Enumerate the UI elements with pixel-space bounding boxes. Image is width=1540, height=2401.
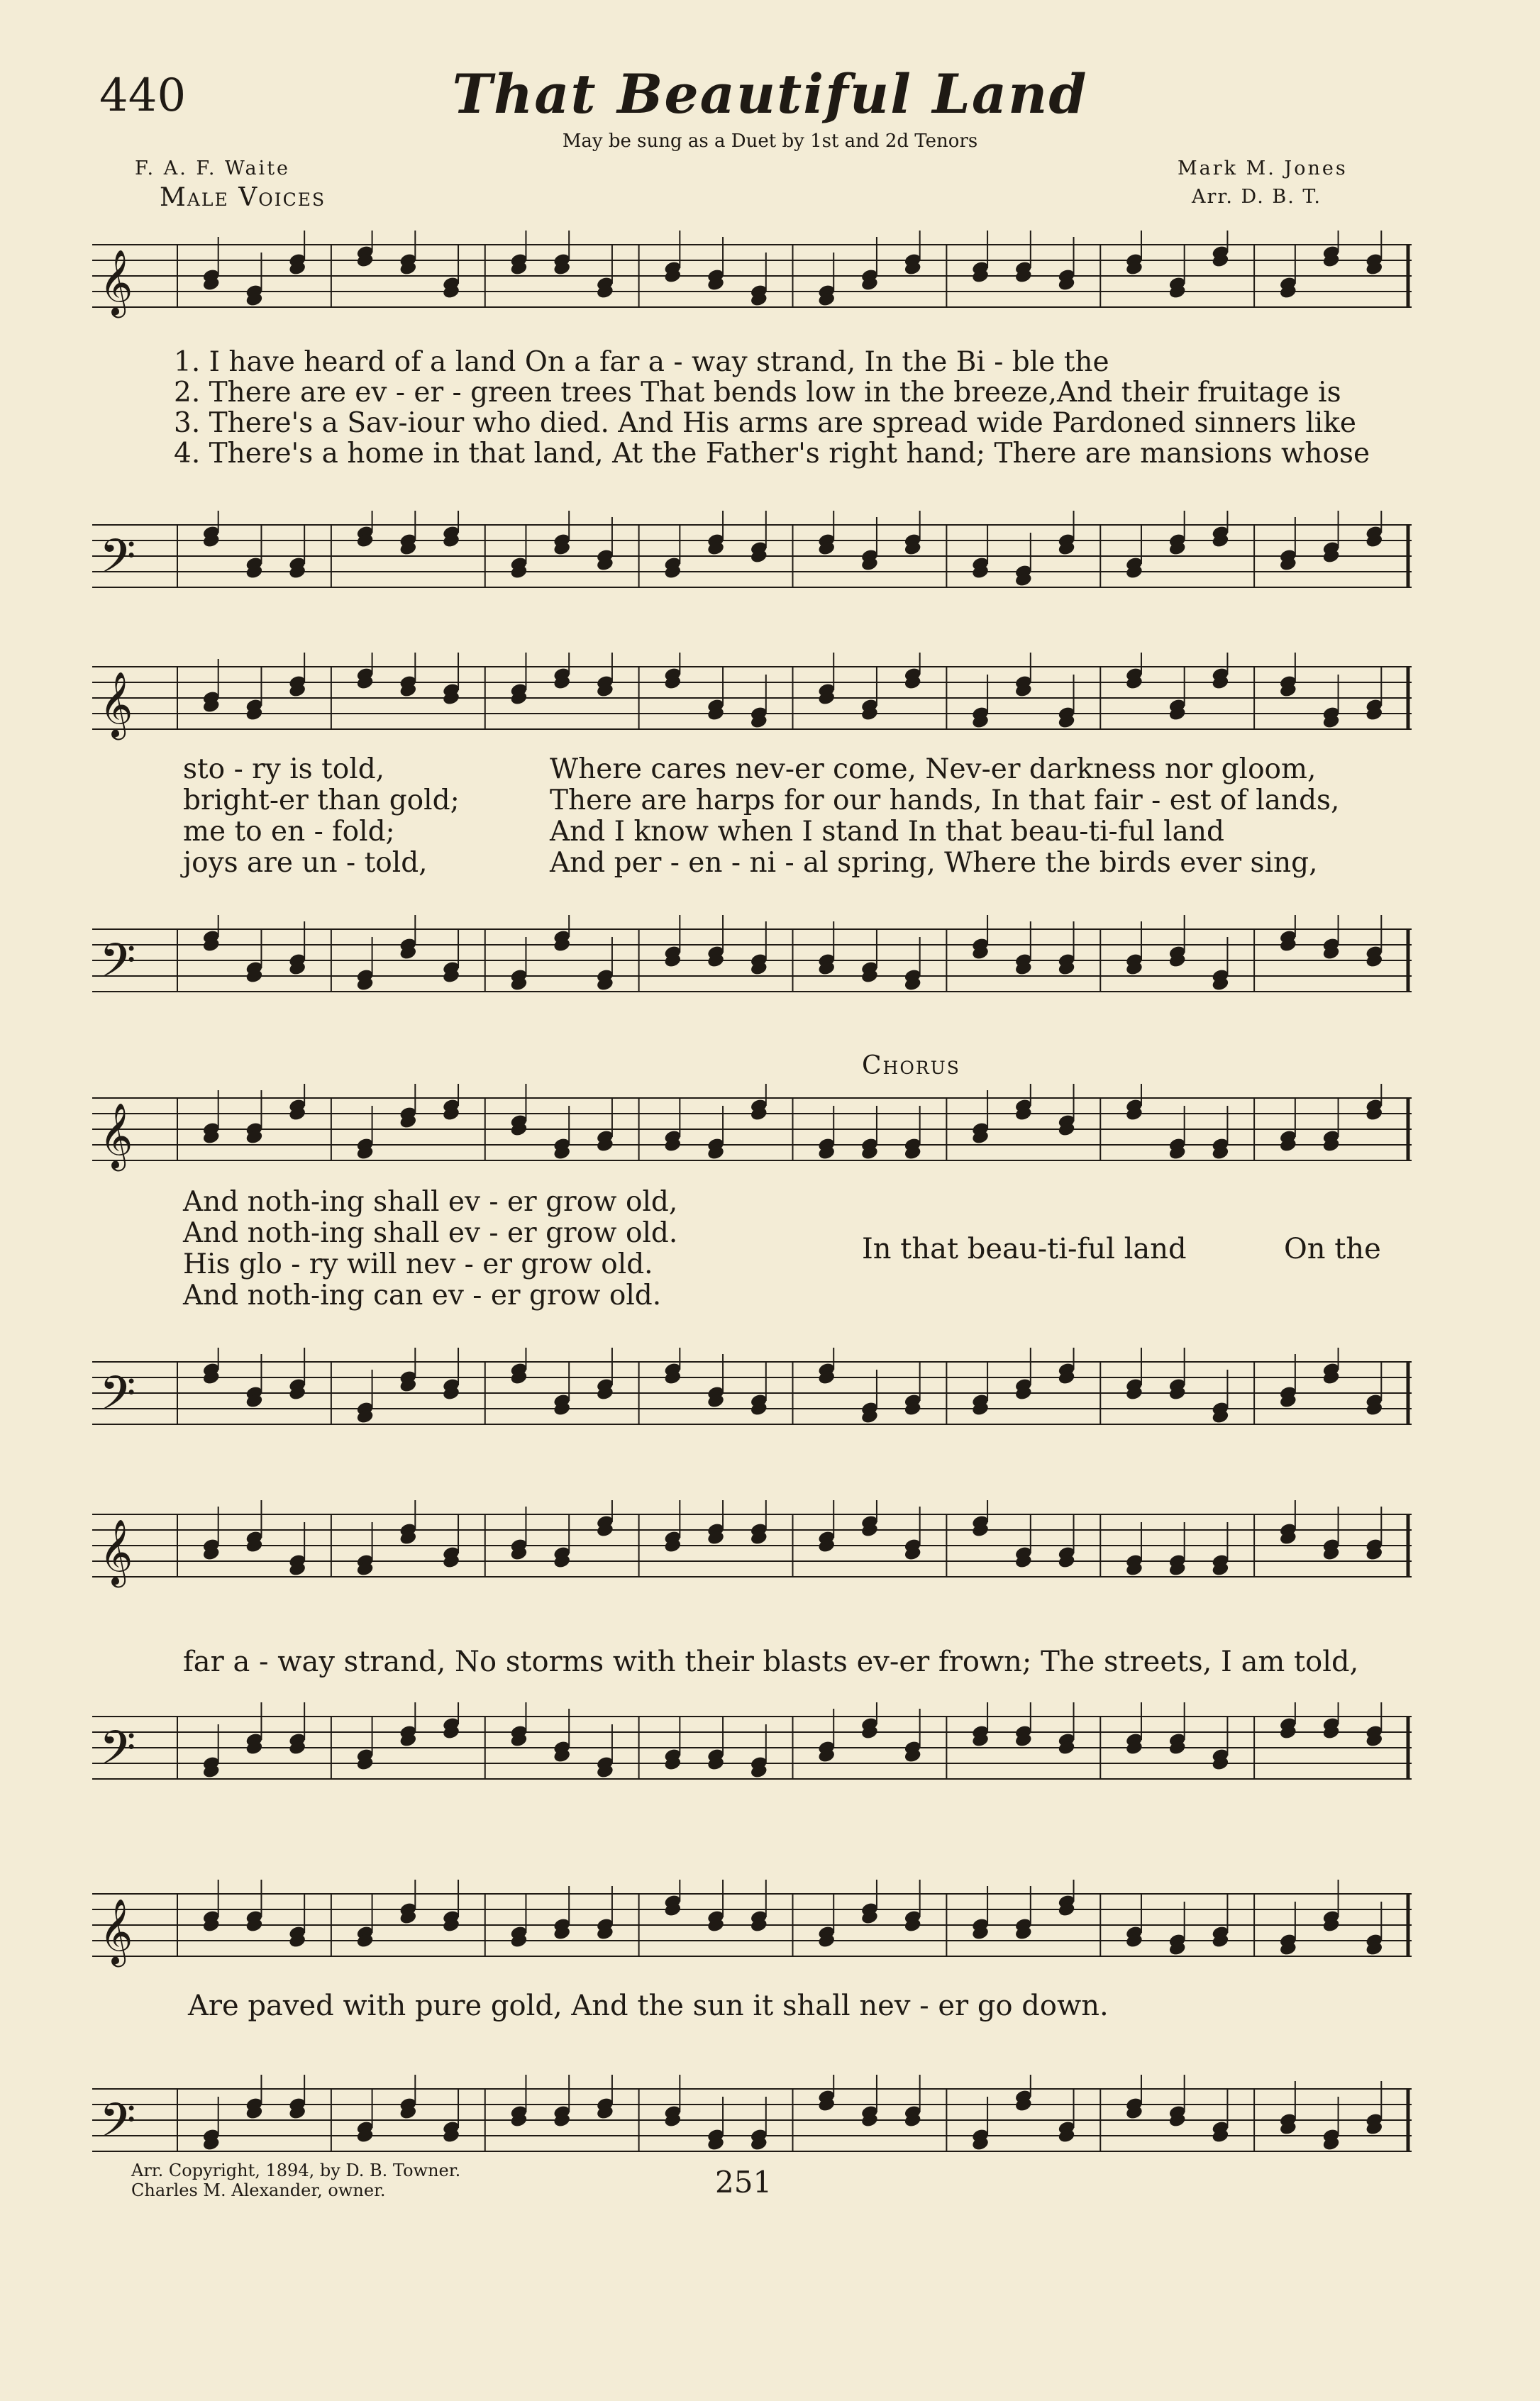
system-5-bass-staff [92, 2075, 1412, 2174]
hymn-number: 440 [99, 70, 187, 122]
svg-text:𝄢: 𝄢 [99, 1366, 136, 1432]
chorus-label: Chorus [862, 1051, 960, 1080]
svg-text:𝄞: 𝄞 [99, 249, 133, 315]
arranger: Arr. D. B. T. [1192, 186, 1322, 208]
chorus-line-3: Are paved with pure gold, And the sun it shall nev - er go down. [188, 1990, 1109, 2022]
composer: Mark M. Jones [1178, 157, 1348, 179]
svg-text:𝄞: 𝄞 [99, 1519, 133, 1585]
copyright-line-1: Arr. Copyright, 1894, by D. B. Towner. [131, 2161, 461, 2180]
chorus-line-1: In that beau-ti-ful land [862, 1233, 1187, 1265]
verse-4-line-a: 4. There's a home in that land, At the Father's right hand; There are mansions whose [174, 438, 1370, 470]
voicing: Male Voices [160, 183, 326, 212]
system-3-bass-staff [92, 1348, 1412, 1447]
system-1-treble-staff [92, 231, 1412, 330]
svg-text:𝄞: 𝄞 [99, 1898, 133, 1964]
chorus-line-1-end: On the [1284, 1233, 1381, 1265]
system-4-bass-staff [92, 1702, 1412, 1802]
system-5-treble-staff [92, 1880, 1412, 1979]
verse-1-line-c: Where cares nev-er come, Nev-er darkness nor gloom, [550, 753, 1317, 785]
lyricist: F. A. F. Waite [135, 157, 291, 179]
svg-text:𝄢: 𝄢 [99, 933, 136, 999]
svg-text:𝄢: 𝄢 [99, 529, 136, 595]
verse-3-line-b: me to en - fold; [183, 816, 395, 848]
svg-text:𝄢: 𝄢 [99, 2093, 136, 2159]
verse-3-line-d: His glo - ry will nev - er grow old. [183, 1248, 653, 1280]
chorus-line-2: far a - way strand, No storms with their blasts ev-er frown; The streets, I am told, [183, 1646, 1359, 1678]
verse-2-line-b: bright-er than gold; [183, 784, 460, 816]
performance-note: May be sung as a Duet by 1st and 2d Tenors [562, 131, 978, 152]
system-3-treble-staff [92, 1084, 1412, 1183]
verse-1-line-b: sto - ry is told, [183, 753, 385, 785]
page-number: 251 [715, 2165, 772, 2200]
verse-1-line-a: 1. I have heard of a land On a far a - way strand, In the Bi - ble the [174, 346, 1109, 378]
system-1-bass-staff [92, 511, 1412, 610]
system-2-treble-staff [92, 653, 1412, 752]
system-2-bass-staff [92, 915, 1412, 1014]
svg-text:𝄞: 𝄞 [99, 671, 133, 737]
verse-2-line-c: There are harps for our hands, In that fair - est of lands, [550, 784, 1340, 816]
hymn-title: That Beautiful Land [452, 62, 1088, 126]
verse-3-line-a: 3. There's a Sav-iour who died. And His arms are spread wide Pardoned sinners like [174, 407, 1356, 439]
svg-text:𝄢: 𝄢 [99, 1721, 136, 1787]
verse-2-line-a: 2. There are ev - er - green trees That bends low in the breeze,And their fruitage is [174, 377, 1341, 409]
verse-4-line-d: And noth-ing can ev - er grow old. [183, 1280, 662, 1312]
verse-4-line-b: joys are un - told, [183, 847, 428, 879]
verse-4-line-c: And per - en - ni - al spring, Where the birds ever sing, [550, 847, 1318, 879]
verse-3-line-c: And I know when I stand In that beau-ti-ful land [550, 816, 1224, 848]
svg-text:𝄞: 𝄞 [99, 1102, 133, 1168]
verse-2-line-d: And noth-ing shall ev - er grow old. [183, 1217, 678, 1249]
system-4-treble-staff [92, 1500, 1412, 1599]
copyright-line-2: Charles M. Alexander, owner. [131, 2180, 386, 2200]
verse-1-line-d: And noth-ing shall ev - er grow old, [183, 1186, 678, 1218]
